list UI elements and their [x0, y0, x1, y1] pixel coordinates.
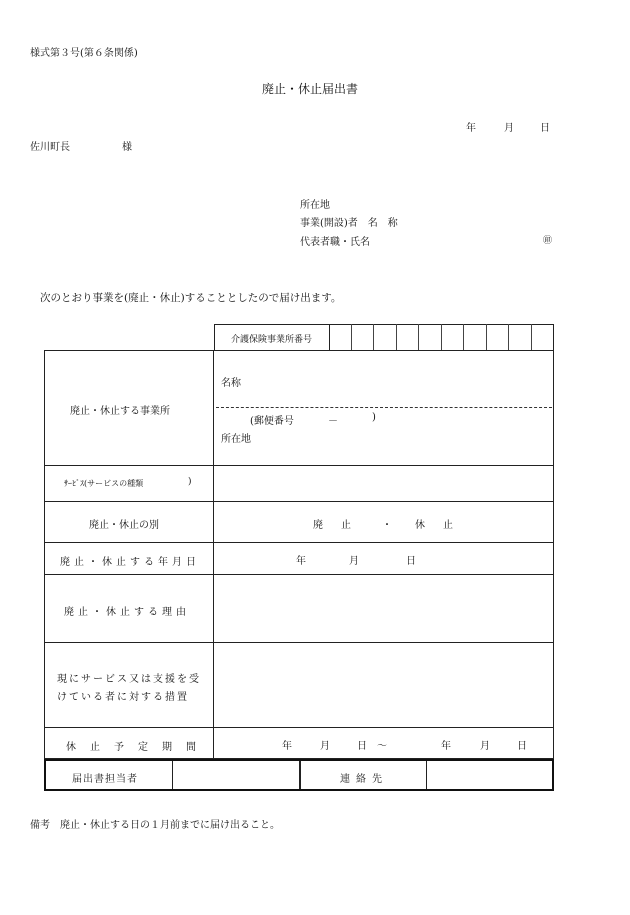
service-type-close: ) — [188, 477, 192, 487]
office-name-input[interactable] — [270, 368, 540, 390]
date-row-day: 日 — [406, 556, 416, 567]
measures-label-line1: 現にサービス又は支援を受 — [57, 674, 201, 685]
period-tilde: ～ — [377, 741, 387, 752]
office-number-digit-cell[interactable] — [509, 324, 532, 350]
contact-divider — [172, 761, 173, 789]
addressee-name: 佐川町長 — [30, 142, 70, 153]
contact-person-input[interactable] — [174, 763, 296, 787]
period-day-start: 日 — [357, 741, 367, 752]
measures-input[interactable] — [216, 646, 550, 724]
page-title: 廃止・休止届出書 — [262, 82, 359, 96]
type-row-label: 廃止・休止の別 — [89, 520, 159, 531]
office-number-digit-cell[interactable] — [419, 324, 442, 350]
office-number-digit-cell[interactable] — [397, 324, 420, 350]
office-row-label: 廃止・休止する事業所 — [70, 406, 170, 417]
office-number-digit-cell[interactable] — [487, 324, 510, 350]
period-day-end: 日 — [517, 741, 527, 752]
office-number-digit-cell[interactable] — [352, 324, 375, 350]
row-line — [44, 542, 554, 543]
contact-label: 連絡先 — [340, 774, 388, 785]
office-number-label: 介護保険事業所番号 — [231, 335, 313, 345]
postal-code-label: (郵便番号 — [250, 416, 294, 427]
contact-row — [44, 759, 554, 791]
period-year-start: 年 — [282, 741, 292, 752]
contact-divider — [299, 761, 301, 789]
postal-code-dash: － — [328, 416, 338, 427]
office-number-digit-cell[interactable] — [464, 324, 487, 350]
applicant-location-label: 所在地 — [300, 200, 330, 211]
form-number: 様式第３号(第６条関係) — [30, 48, 138, 59]
date-month-label: 月 — [504, 123, 514, 134]
period-month-start: 月 — [320, 741, 330, 752]
table-column-divider — [213, 350, 214, 759]
office-number-digit-cell[interactable] — [374, 324, 397, 350]
service-type-label: ｻｰﾋﾞｽ(サービスの種類 — [64, 479, 144, 488]
date-row-year: 年 — [296, 556, 306, 567]
contact-input[interactable] — [429, 763, 551, 787]
office-name-label: 名称 — [221, 378, 241, 389]
applicant-business-name-label: 事業(開設)者 名 称 — [300, 218, 398, 229]
contact-person-label: 届出書担当者 — [72, 774, 138, 785]
office-number-digit-cell[interactable] — [532, 324, 555, 350]
period-month-end: 月 — [480, 741, 490, 752]
row-line — [44, 642, 554, 643]
row-line — [44, 727, 554, 728]
office-address-input[interactable] — [270, 426, 540, 456]
addressee-honorific: 様 — [122, 142, 132, 153]
date-year-label: 年 — [466, 123, 476, 134]
date-row-label: 廃止・休止する年月日 — [60, 557, 200, 568]
office-address-label: 所在地 — [221, 434, 251, 445]
row-line — [44, 574, 554, 575]
type-abolish-option[interactable]: 廃 止 — [313, 520, 355, 531]
remark-text: 備考 廃止・休止する日の１月前までに届け出ること。 — [30, 820, 280, 831]
office-number-digit-cell[interactable] — [442, 324, 465, 350]
applicant-representative-label: 代表者職・氏名 — [300, 237, 370, 248]
reason-row-label: 廃止・休止する理由 — [64, 607, 190, 618]
seal-mark: ㊞ — [543, 236, 553, 246]
statement-text: 次のとおり事業を(廃止・休止)することとしたので届け出ます。 — [40, 292, 342, 304]
row-line — [44, 465, 554, 466]
row-line — [44, 501, 554, 502]
service-type-input[interactable] — [216, 468, 550, 498]
reason-input[interactable] — [216, 578, 550, 638]
date-day-label: 日 — [540, 123, 550, 134]
office-number-digit-cell[interactable] — [329, 324, 352, 350]
type-separator: ・ — [382, 520, 392, 531]
period-row-label: 休止予定期間 — [66, 742, 210, 753]
postal-code-close: ) — [372, 412, 376, 423]
type-suspend-option[interactable]: 休 止 — [415, 520, 457, 531]
date-row-month: 月 — [349, 556, 359, 567]
contact-divider — [426, 761, 427, 789]
period-year-end: 年 — [441, 741, 451, 752]
measures-label-line2: けている者に対する措置 — [57, 692, 189, 703]
office-dashed-divider — [216, 407, 552, 408]
